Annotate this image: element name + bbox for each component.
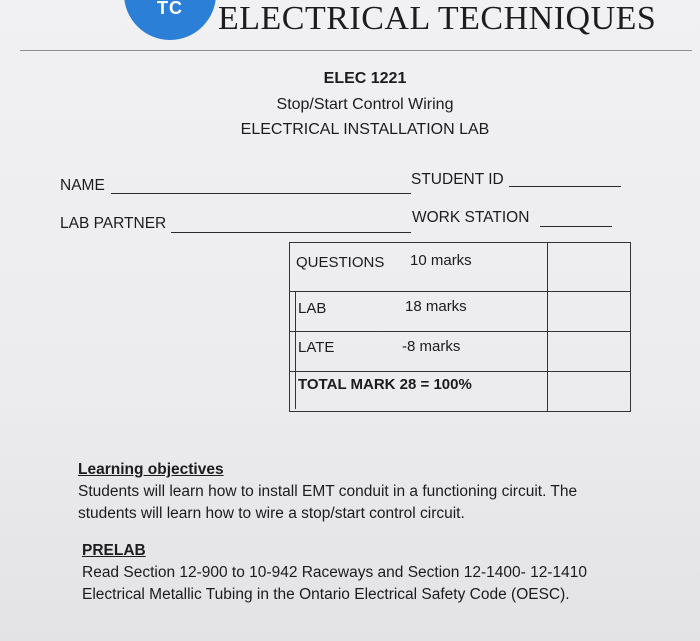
prelab-line: Electrical Metallic Tubing in the Ontario Electrical Safety Code (OESC). <box>82 586 570 603</box>
logo-text: TC <box>157 0 183 18</box>
student-id-field[interactable] <box>509 186 621 187</box>
total-mark-text: TOTAL MARK 28 = 100% <box>298 376 472 393</box>
table-row-marks: 18 marks <box>405 298 467 315</box>
marks-table <box>289 242 631 412</box>
learning-objectives-heading: Learning objectives <box>78 461 224 478</box>
table-row-marks: 10 marks <box>410 252 472 269</box>
header-divider <box>20 50 692 51</box>
prelab-line: Read Section 12-900 to 10-942 Raceways and Section 12-1400- 12-1410 <box>82 564 587 581</box>
lab-partner-field[interactable] <box>171 232 411 233</box>
work-station-label: WORK STATION <box>412 209 530 226</box>
name-field[interactable] <box>111 193 411 194</box>
student-id-label: STUDENT ID <box>411 171 504 188</box>
college-logo <box>124 0 216 40</box>
table-row-item: QUESTIONS <box>296 254 385 271</box>
name-label: NAME <box>60 177 105 194</box>
table-row-marks: -8 marks <box>402 338 461 355</box>
lab-name: ELECTRICAL INSTALLATION LAB <box>240 121 490 138</box>
prelab-heading: PRELAB <box>82 542 146 559</box>
table-row-item: LAB <box>298 300 327 317</box>
learning-objectives-line: students will learn how to wire a stop/start control circuit. <box>78 505 465 522</box>
course-code: ELEC 1221 <box>323 70 407 87</box>
table-row-item: LATE <box>298 339 335 356</box>
work-station-field[interactable] <box>540 226 612 227</box>
document-header-title: ELECTRICAL TECHNIQUES <box>218 0 657 37</box>
lab-subtitle: Stop/Start Control Wiring <box>276 96 454 113</box>
lab-partner-label: LAB PARTNER <box>60 215 167 232</box>
learning-objectives-line: Students will learn how to install EMT conduit in a functioning circuit. The <box>78 483 578 500</box>
